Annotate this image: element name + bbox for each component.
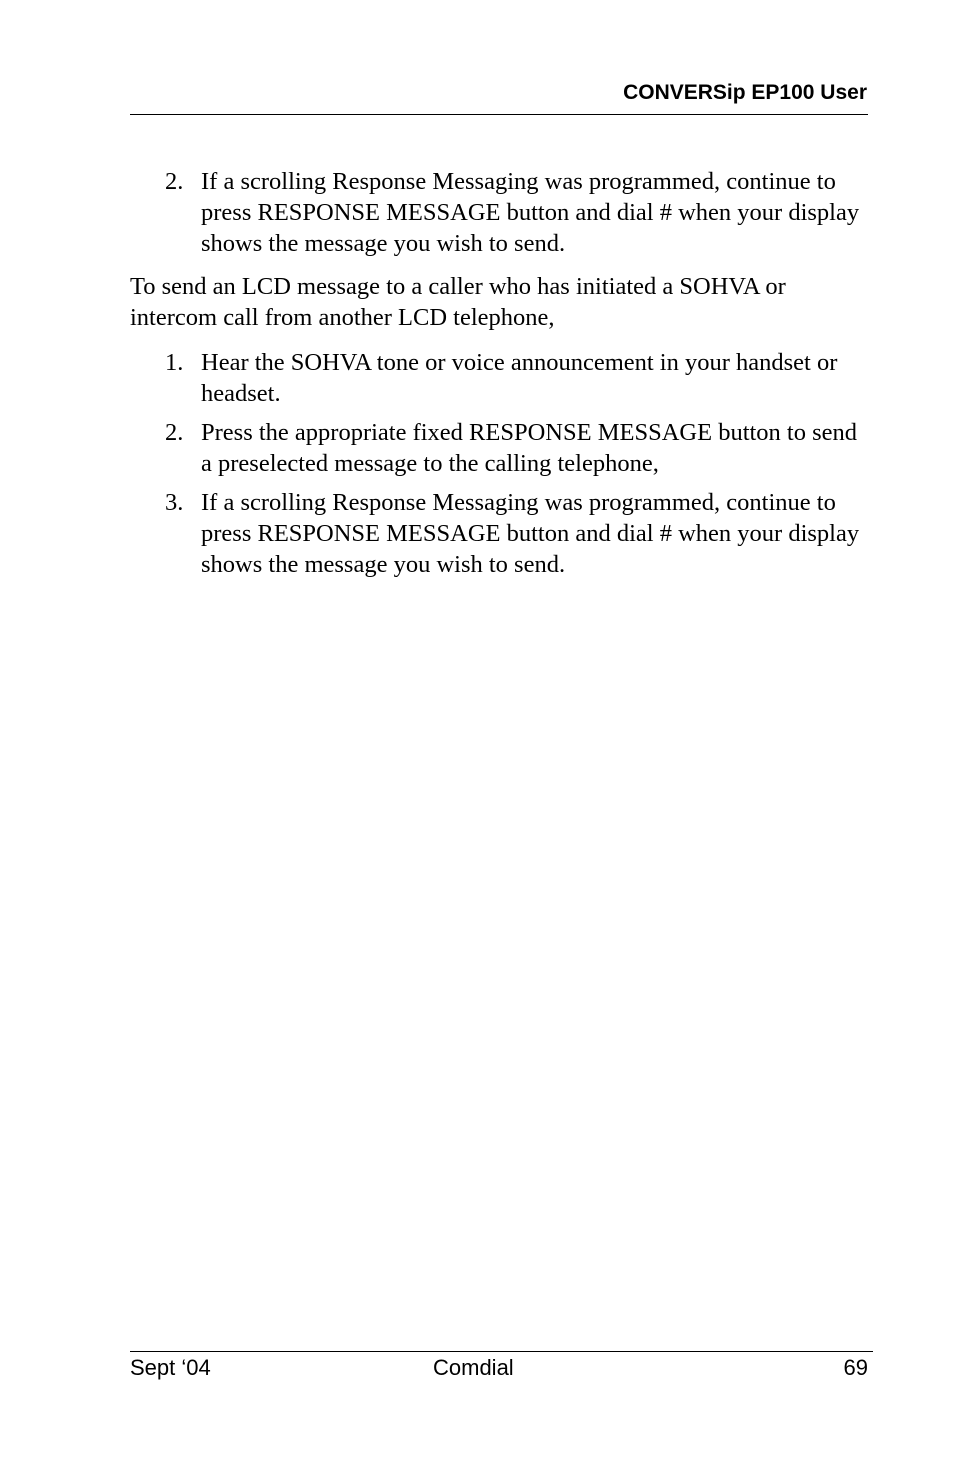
page-number: 69	[843, 1355, 868, 1380]
intro-paragraph: To send an LCD message to a caller who has initiated a SOHVA or intercom call from another LCD telephone,	[130, 273, 786, 331]
step-number: 2.	[165, 168, 184, 195]
footer-divider	[130, 1351, 873, 1352]
step-text: Press the appropriate fixed RESPONSE MESSAGE button to send a preselected message to the calling telephone,	[201, 419, 858, 477]
step-text: If a scrolling Response Messaging was programmed, continue to press RESPONSE MESSAGE button and dial # when your display shows the message you wish to send.	[201, 168, 860, 257]
list-item	[165, 166, 868, 259]
list-item	[165, 487, 868, 580]
footer-company: Comdial	[433, 1355, 514, 1380]
step-number: 1.	[165, 349, 184, 376]
header-divider	[130, 114, 868, 115]
step-number: 3.	[165, 489, 184, 516]
step-list	[130, 347, 868, 580]
page-body	[130, 166, 868, 588]
document-title: CONVERSip EP100 User	[623, 81, 867, 104]
continued-step-list	[130, 166, 868, 259]
step-number: 2.	[165, 419, 184, 446]
step-text: Hear the SOHVA tone or voice announcement in your handset or headset.	[201, 349, 838, 407]
list-item	[165, 347, 868, 409]
step-text: If a scrolling Response Messaging was programmed, continue to press RESPONSE MESSAGE button and dial # when your display shows the message you wish to send.	[201, 489, 860, 578]
footer-date: Sept ‘04	[130, 1355, 211, 1380]
list-item	[165, 417, 868, 479]
